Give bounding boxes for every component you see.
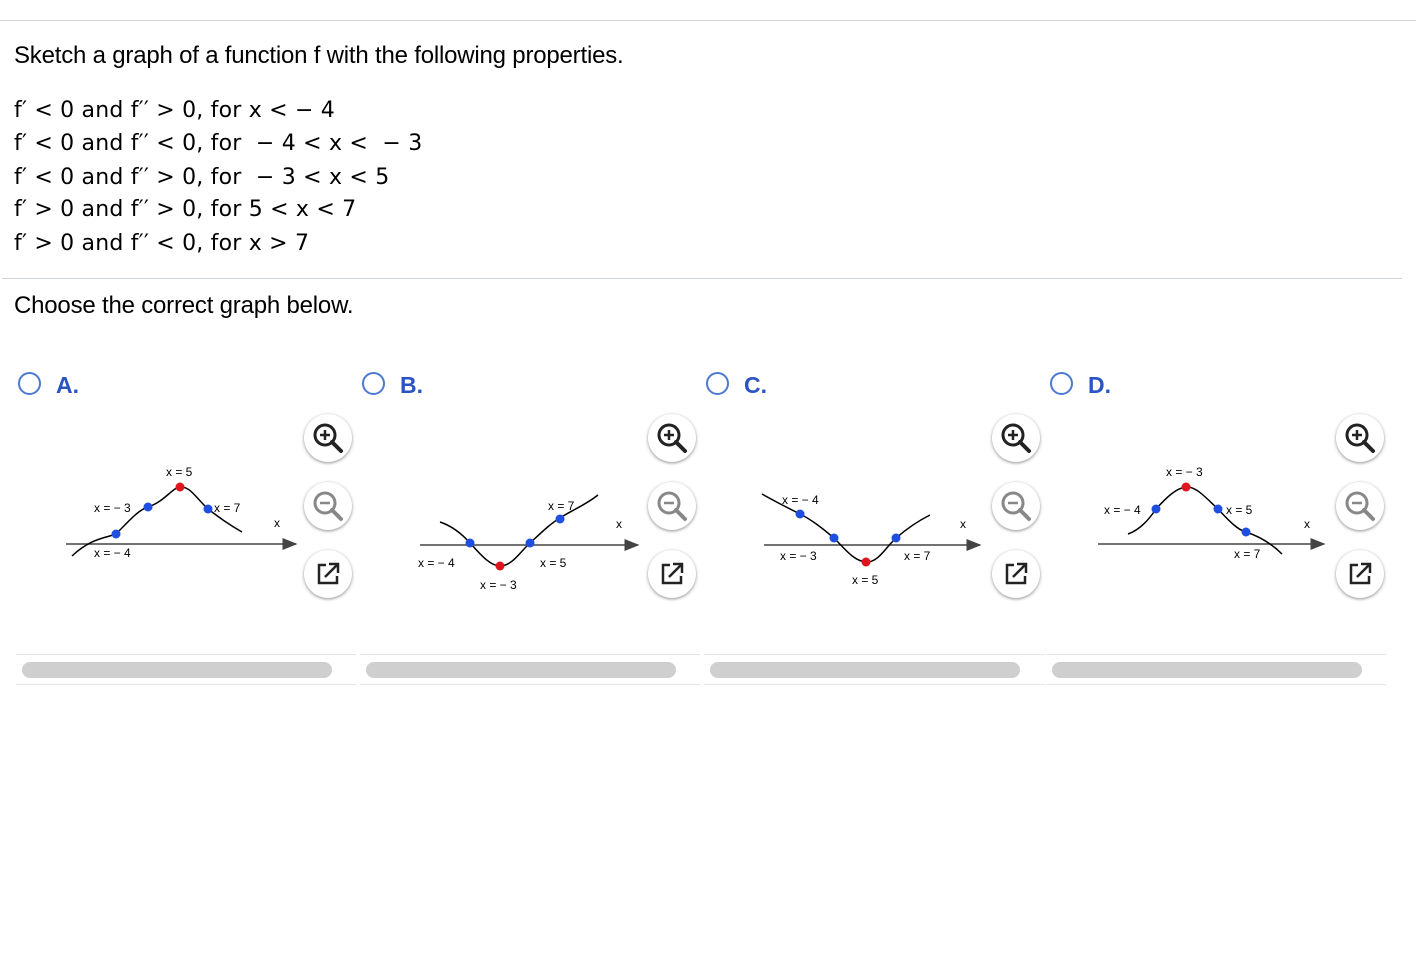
graph-label: x = − 3: [94, 501, 131, 515]
graph-label: x = 5: [1226, 503, 1253, 517]
zoom-in-button[interactable]: [648, 414, 696, 462]
zoom-out-icon: [1336, 482, 1384, 530]
inflection-point: [466, 539, 475, 548]
option-a-scrollbar[interactable]: [22, 662, 332, 678]
zoom-out-icon: [992, 482, 1040, 530]
inflection-point: [796, 510, 805, 519]
graph-label: x = − 3: [1166, 465, 1203, 479]
minimum-point: [496, 562, 505, 571]
zoom-in-button[interactable]: [1336, 414, 1384, 462]
option-b-label[interactable]: B.: [400, 372, 423, 398]
zoom-in-icon: [1336, 414, 1384, 462]
option-c: [702, 366, 1042, 616]
popout-icon: [1336, 550, 1384, 598]
zoom-out-icon: [304, 482, 352, 530]
option-c-graph: [754, 452, 1004, 602]
graph-label: x = 7: [904, 549, 931, 563]
inflection-point: [556, 515, 565, 524]
option-a-scroll-track: [16, 654, 356, 685]
popout-icon: [648, 550, 696, 598]
option-d-graph: [1098, 452, 1348, 602]
graph-label: x = 7: [214, 501, 241, 515]
option-d-scrollbar[interactable]: [1052, 662, 1362, 678]
option-d-scroll-track: [1046, 654, 1386, 685]
inflection-point: [144, 503, 153, 512]
option-c-label[interactable]: C.: [744, 372, 767, 398]
option-d: [1046, 366, 1386, 616]
option-b-radio[interactable]: [362, 372, 385, 395]
inflection-point: [892, 534, 901, 543]
graph-label: x = − 4: [418, 556, 455, 570]
minimum-point: [862, 558, 871, 567]
axis-label: x: [274, 516, 280, 530]
zoom-out-button[interactable]: [992, 482, 1040, 530]
maximum-point: [176, 483, 185, 492]
option-a: [14, 366, 354, 616]
graph-label: x = − 4: [782, 493, 819, 507]
option-d-label[interactable]: D.: [1088, 372, 1111, 398]
inflection-point: [204, 505, 213, 514]
instruction-text: Choose the correct graph below.: [14, 292, 354, 319]
graph-label: x = − 4: [94, 546, 131, 560]
option-b-scrollbar[interactable]: [366, 662, 676, 678]
property-line: f′ > 0 and f′′ > 0, for 5 < x < 7: [14, 197, 357, 222]
property-line: f′ < 0 and f′′ < 0, for − 4 < x < − 3: [14, 131, 423, 156]
graph-label: x = − 4: [1104, 503, 1141, 517]
graph-label: x = 5: [166, 465, 193, 479]
option-b: [358, 366, 698, 616]
graph-label: x = 7: [548, 499, 575, 513]
popout-button[interactable]: [992, 550, 1040, 598]
graph-label: x = 5: [852, 573, 879, 587]
inflection-point: [112, 530, 121, 539]
option-c-scrollbar[interactable]: [710, 662, 1020, 678]
inflection-point: [526, 539, 535, 548]
zoom-out-button[interactable]: [304, 482, 352, 530]
option-c-radio[interactable]: [706, 372, 729, 395]
zoom-in-icon: [304, 414, 352, 462]
inflection-point: [1242, 528, 1251, 537]
property-line: f′ < 0 and f′′ > 0, for x < − 4: [14, 98, 335, 123]
option-a-graph: [66, 452, 316, 602]
graph-label: x = 5: [540, 556, 567, 570]
zoom-in-icon: [648, 414, 696, 462]
maximum-point: [1182, 483, 1191, 492]
option-b-scroll-track: [360, 654, 700, 685]
zoom-in-button[interactable]: [304, 414, 352, 462]
axis-label: x: [616, 517, 622, 531]
graph-label: x = 7: [1234, 547, 1261, 561]
popout-button[interactable]: [648, 550, 696, 598]
option-a-radio[interactable]: [18, 372, 41, 395]
zoom-in-icon: [992, 414, 1040, 462]
option-d-radio[interactable]: [1050, 372, 1073, 395]
zoom-out-button[interactable]: [648, 482, 696, 530]
axis-label: x: [960, 517, 966, 531]
popout-icon: [304, 550, 352, 598]
top-divider: [0, 20, 1416, 21]
axis-label: x: [1304, 517, 1310, 531]
property-line: f′ > 0 and f′′ < 0, for x > 7: [14, 231, 310, 256]
inflection-point: [1214, 505, 1223, 514]
inflection-point: [1152, 505, 1161, 514]
section-divider: [2, 278, 1402, 279]
question-prompt: Sketch a graph of a function f with the following properties.: [14, 42, 624, 69]
option-c-scroll-track: [704, 654, 1044, 685]
inflection-point: [830, 534, 839, 543]
zoom-out-button[interactable]: [1336, 482, 1384, 530]
option-a-label[interactable]: A.: [56, 372, 79, 398]
option-b-graph: [410, 452, 660, 602]
popout-button[interactable]: [304, 550, 352, 598]
graph-label: x = − 3: [780, 549, 817, 563]
popout-icon: [992, 550, 1040, 598]
graph-label: x = − 3: [480, 578, 517, 592]
zoom-in-button[interactable]: [992, 414, 1040, 462]
popout-button[interactable]: [1336, 550, 1384, 598]
zoom-out-icon: [648, 482, 696, 530]
property-line: f′ < 0 and f′′ > 0, for − 3 < x < 5: [14, 165, 390, 190]
